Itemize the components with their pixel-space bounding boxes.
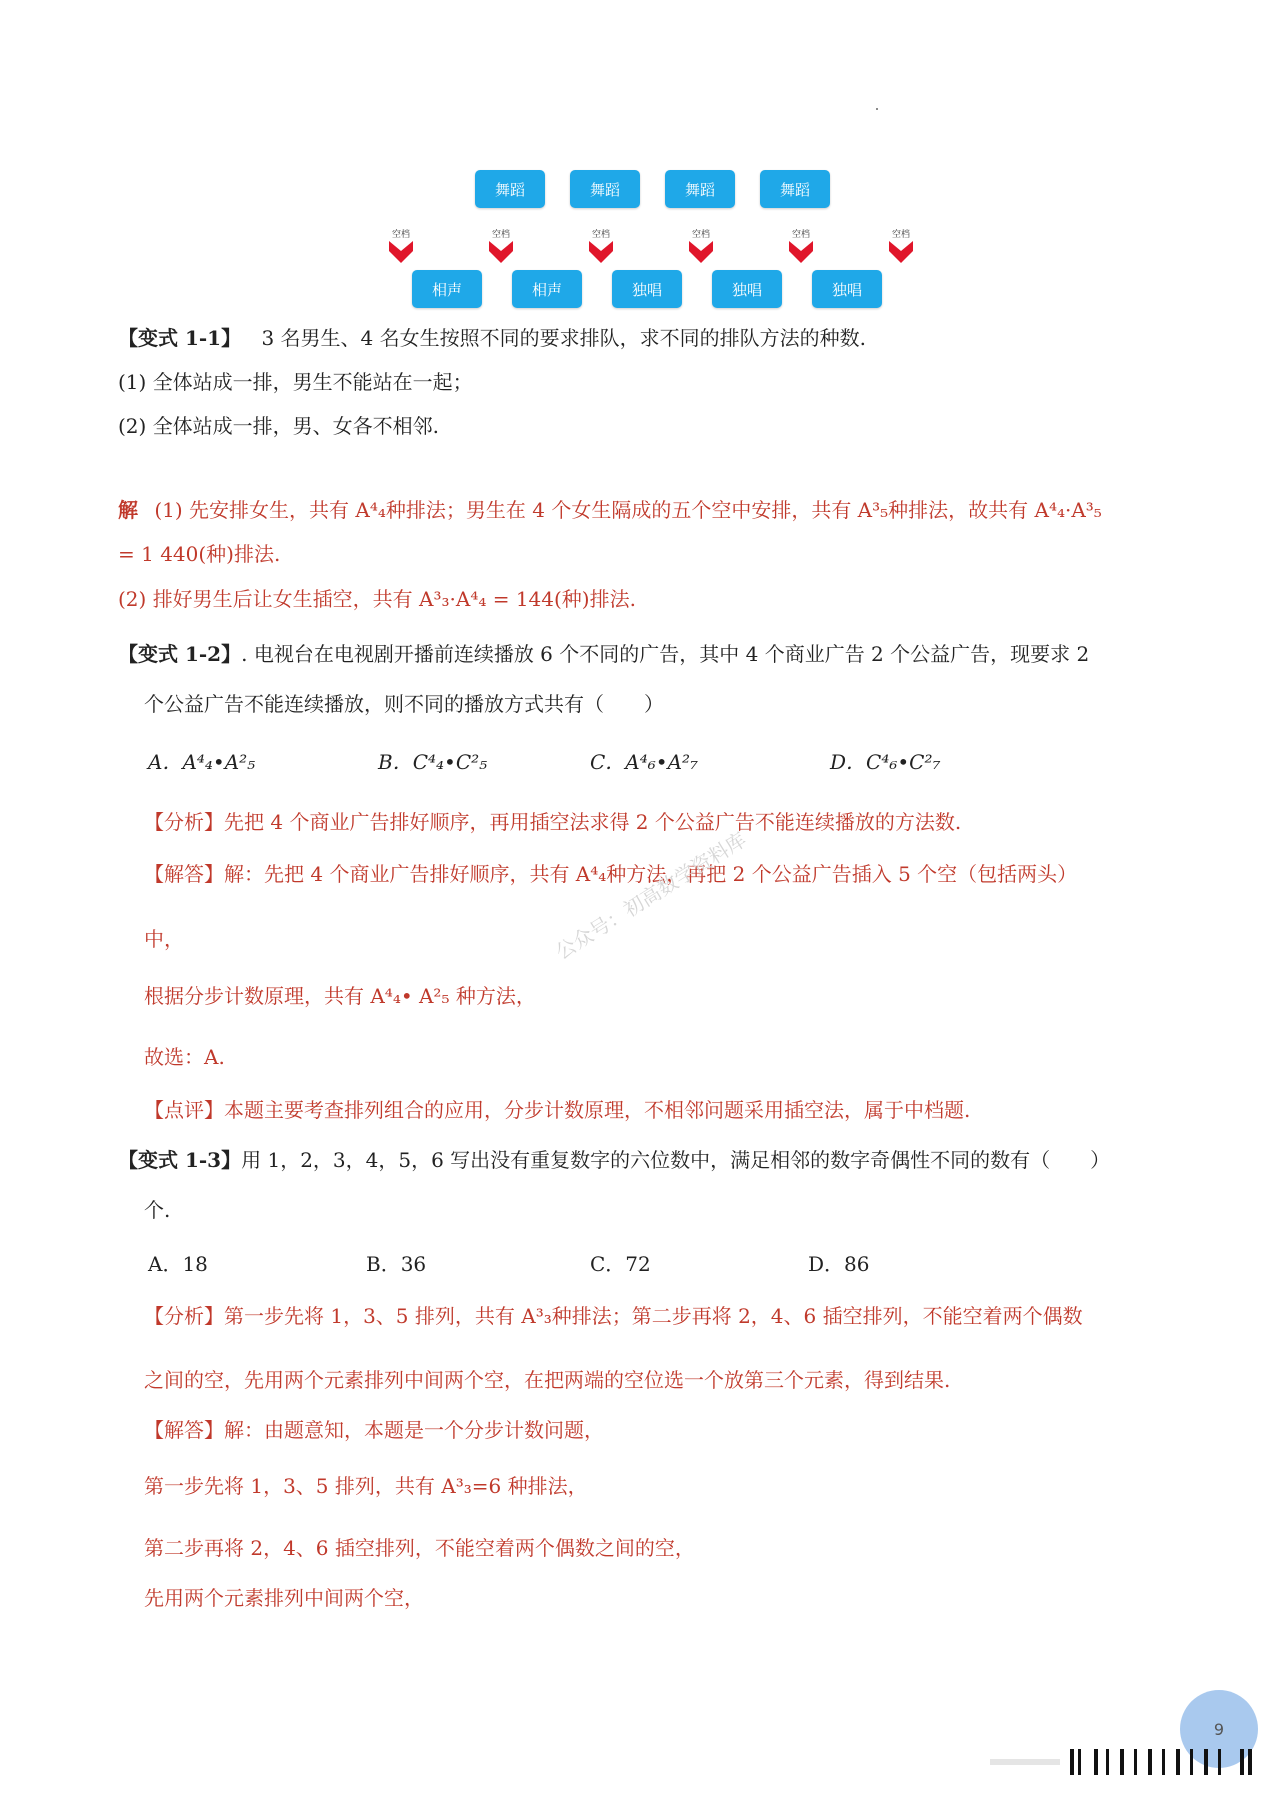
v13-option-b[interactable]: B．36 xyxy=(366,1252,427,1276)
solo-box: 独唱 xyxy=(812,270,882,308)
down-arrow-icon xyxy=(888,239,914,265)
v13-analysis-1: 【分析】第一步先将 1，3、5 排列，共有 A³₃种排法；第二步再将 2，4、6 插空排列，不能空着两个偶数 xyxy=(144,1304,1083,1328)
v11-text: 3 名男生、4 名女生按照不同的要求排队，求不同的排队方法的种数. xyxy=(261,326,866,350)
v13-answer-2: 第一步先将 1，3、5 排列，共有 A³₃=6 种排法， xyxy=(144,1474,588,1498)
barcode-icon xyxy=(990,1745,1260,1779)
crosstalk-box: 相声 xyxy=(412,270,482,308)
slot-marker xyxy=(784,227,818,265)
v13-answer-4: 先用两个元素排列中间两个空， xyxy=(144,1586,424,1610)
dance-box: 舞蹈 xyxy=(475,170,545,208)
down-arrow-icon xyxy=(388,239,414,265)
solo-box: 独唱 xyxy=(612,270,682,308)
v11-sol1-text: (1) 先安排女生，共有 A⁴₄种排法；男生在 4 个女生隔成的五个空中安排，共有 A³₅种排法，故共有 A⁴₄·A³₅ xyxy=(154,498,1102,522)
slot-label: 空档 xyxy=(491,230,510,240)
v12-answer-1: 【解答】解：先把 4 个商业广告排好顺序，共有 A⁴₄种方法，再把 2 个公益广告插入 5 个空（包括两头） xyxy=(144,862,1078,886)
v13-options xyxy=(148,1248,1048,1278)
v12-option-c[interactable]: C．A⁴₆•A²₇ xyxy=(590,750,699,774)
v12-title: 【变式 1-2】 xyxy=(118,642,242,666)
v11-q2: (2) 全体站成一排，男、女各不相邻. xyxy=(118,414,440,438)
solution-label: 解 xyxy=(118,498,138,522)
v13-analysis-2: 之间的空，先用两个元素排列中间两个空，在把两端的空位选一个放第三个元素，得到结果. xyxy=(144,1368,951,1392)
page-number-badge: 9 xyxy=(1180,1690,1258,1768)
v11-solution-2: (2) 排好男生后让女生插空，共有 A³₃·A⁴₄ = 144(种)排法. xyxy=(118,587,636,611)
v13-option-a[interactable]: A．18 xyxy=(148,1252,208,1276)
down-arrow-icon xyxy=(688,239,714,265)
v12-options xyxy=(148,746,1048,780)
slot-label: 空档 xyxy=(591,230,610,240)
v12-analysis: 【分析】先把 4 个商业广告排好顺序，再用插空法求得 2 个公益广告不能连续播放的方法数. xyxy=(144,810,962,834)
v11-title: 【变式 1-1】 xyxy=(118,326,242,350)
stray-dot xyxy=(876,108,878,110)
v13-title: 【变式 1-3】 xyxy=(118,1148,242,1172)
v11-q1: (1) 全体站成一排，男生不能站在一起； xyxy=(118,370,473,394)
v11-heading xyxy=(118,324,866,352)
v12-text-2: 个公益广告不能连续播放，则不同的播放方式共有（ ） xyxy=(144,692,664,716)
slot-label: 空档 xyxy=(691,230,710,240)
v13-heading xyxy=(118,1146,1110,1174)
v12-comment: 【点评】本题主要考查排列组合的应用，分步计数原理，不相邻问题采用插空法，属于中档题. xyxy=(144,1098,971,1122)
v12-option-a[interactable]: A．A⁴₄•A²₅ xyxy=(148,750,256,774)
v12-heading xyxy=(118,640,1089,668)
v11-solution-1b: = 1 440(种)排法. xyxy=(118,542,281,566)
down-arrow-icon xyxy=(488,239,514,265)
v12-answer-2: 根据分步计数原理，共有 A⁴₄• A²₅ 种方法， xyxy=(144,984,536,1008)
dance-box: 舞蹈 xyxy=(570,170,640,208)
slot-marker xyxy=(584,227,618,265)
v12-option-b[interactable]: B．C⁴₄•C²₅ xyxy=(378,750,488,774)
v12-answer-1b: 中， xyxy=(144,927,184,951)
down-arrow-icon xyxy=(788,239,814,265)
slot-label: 空档 xyxy=(791,230,810,240)
insertion-diagram xyxy=(370,165,930,315)
watermark: 公众号：初高数学资料库 xyxy=(551,827,751,965)
v13-option-d[interactable]: D．86 xyxy=(808,1252,870,1276)
slot-marker xyxy=(384,227,418,265)
v13-answer-3: 第二步再将 2，4、6 插空排列，不能空着两个偶数之间的空， xyxy=(144,1536,695,1560)
slot-marker xyxy=(484,227,518,265)
v12-option-d[interactable]: D．C⁴₆•C²₇ xyxy=(830,750,941,774)
dance-box: 舞蹈 xyxy=(665,170,735,208)
down-arrow-icon xyxy=(588,239,614,265)
v13-answer-1: 【解答】解：由题意知，本题是一个分步计数问题， xyxy=(144,1418,604,1442)
v12-text: . 电视台在电视剧开播前连续播放 6 个不同的广告，其中 4 个商业广告 2 个公益广告，现要求 2 xyxy=(241,642,1090,666)
v13-option-c[interactable]: C．72 xyxy=(590,1252,651,1276)
slot-label: 空档 xyxy=(891,230,910,240)
v12-answer-3: 故选：A. xyxy=(144,1045,225,1069)
slot-marker xyxy=(884,227,918,265)
v13-text: 用 1，2，3，4，5，6 写出没有重复数字的六位数中，满足相邻的数字奇偶性不同的数有（ ） xyxy=(241,1148,1111,1172)
slot-marker xyxy=(684,227,718,265)
slot-label: 空档 xyxy=(391,230,410,240)
v13-text-2: 个. xyxy=(144,1198,171,1222)
solo-box: 独唱 xyxy=(712,270,782,308)
v11-solution-1 xyxy=(118,496,1102,524)
dance-box: 舞蹈 xyxy=(760,170,830,208)
crosstalk-box: 相声 xyxy=(512,270,582,308)
